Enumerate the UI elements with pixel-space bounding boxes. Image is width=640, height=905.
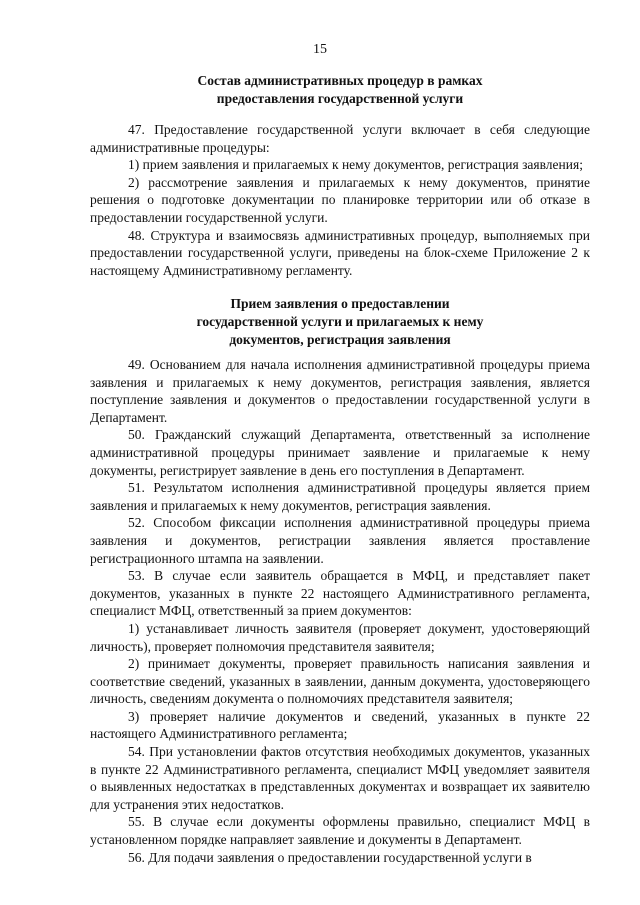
- heading-line: предоставления государственной услуги: [216, 91, 464, 106]
- section-heading-application-intake: [90, 295, 590, 349]
- section-heading-procedures: [90, 72, 590, 108]
- paragraph: 51. Результатом исполнения административной процедуры является прием заявления и прилагаемых к нему документов, регистрация заявления.: [90, 480, 590, 513]
- heading-line: Состав административных процедур в рамках: [197, 73, 483, 88]
- paragraph: 54. При установлении фактов отсутствия необходимых документов, указанных в пункте 22 Административного регламента, специалист МФЦ уведомляет заявителя о выявленных недостатках в представленных документах и возвращает их заявителю для устранения этих недостатков.: [90, 744, 590, 812]
- paragraph: 52. Способом фиксации исполнения административной процедуры приема заявления и документов, регистрации заявления является проставление регистрационного штампа на заявлении.: [90, 515, 590, 566]
- heading-line: государственной услуги и прилагаемых к нему: [196, 314, 484, 329]
- paragraph: 1) прием заявления и прилагаемых к нему документов, регистрация заявления;: [128, 157, 583, 173]
- heading-line: документов, регистрация заявления: [229, 332, 451, 347]
- page-number: 15: [313, 42, 327, 57]
- paragraph: 2) принимает документы, проверяет правильность написания заявления и соответствие сведений, указанных в заявлении, данным документа, удостоверяющего личность, сведениям документа о полномочиях представителя заявителя;: [90, 656, 590, 707]
- paragraph: 1) устанавливает личность заявителя (проверяет документ, удостоверяющий личность), проверяет полномочия представителя заявителя;: [90, 620, 590, 654]
- paragraph: 3) проверяет наличие документов и сведений, указанных в пункте 22 настоящего Административного регламента;: [90, 708, 590, 742]
- paragraph: 56. Для подачи заявления о предоставлении государственной услуги в: [128, 849, 532, 865]
- paragraph: 2) рассмотрение заявления и прилагаемых к нему документов, принятие решения о подготовке документации по планировке территории или об отказе в предоставлении государственной услуги.: [90, 174, 590, 225]
- paragraph: 50. Гражданский служащий Департамента, ответственный за исполнение административной процедуры принимает заявление и прилагаемые к нему документы, регистрирует заявление в день его поступления в Департамент.: [90, 427, 590, 478]
- section-body-application-intake: [90, 356, 590, 866]
- paragraph: 47. Предоставление государственной услуги включает в себя следующие административные процедуры:: [90, 122, 590, 155]
- paragraph: 48. Структура и взаимосвязь административных процедур, выполняемых при предоставлении государственной услуги, приведены на блок-схеме Приложение 2 к настоящему Административному регламенту.: [90, 227, 590, 278]
- section-body-procedures: [90, 121, 590, 279]
- heading-line: Прием заявления о предоставлении: [230, 296, 450, 311]
- paragraph: 49. Основанием для начала исполнения административной процедуры приема заявления и прилагаемых к нему документов, регистрация заявления, является поступление заявления и документов о предоставлении государственной услуги в Департамент.: [90, 357, 590, 425]
- paragraph: 55. В случае если документы оформлены правильно, специалист МФЦ в установленном порядке направляет заявление и документы в Департамент.: [90, 814, 590, 848]
- paragraph: 53. В случае если заявитель обращается в МФЦ, и представляет пакет документов, указанных в пункте 22 настоящего Административного регламента, специалист МФЦ, ответственный за прием документов:: [90, 568, 590, 619]
